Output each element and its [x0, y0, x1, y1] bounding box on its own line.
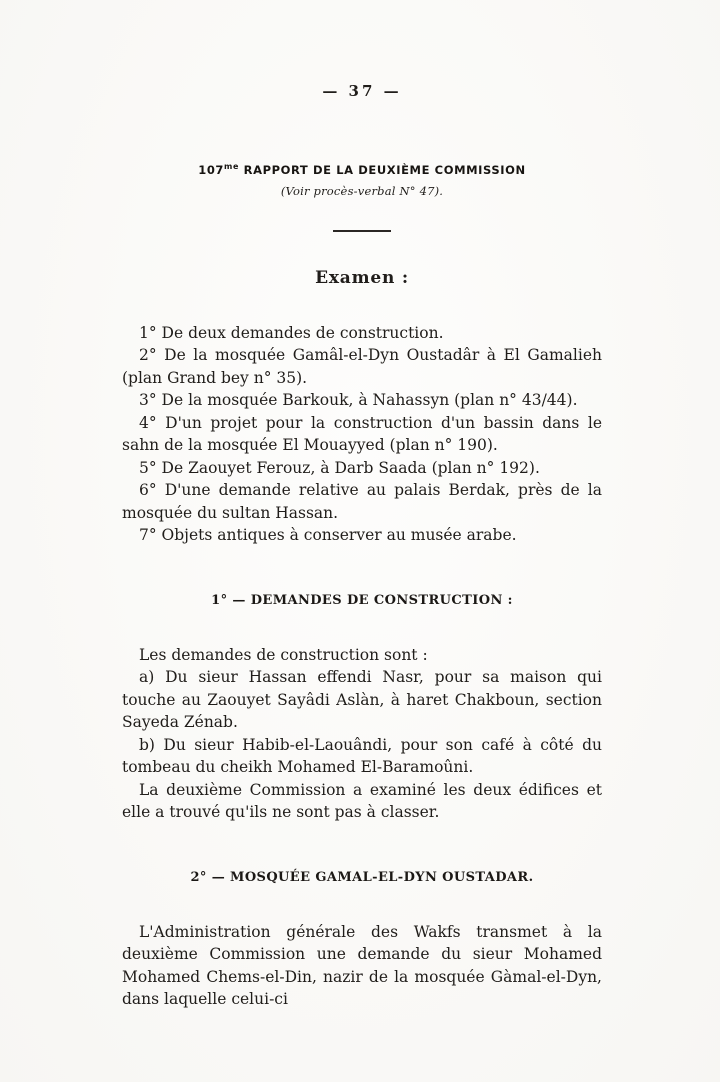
report-title-superscript: me	[224, 162, 239, 171]
section2-body	[122, 921, 602, 1011]
report-subtitle: (Voir procès-verbal N° 47).	[280, 183, 444, 198]
report-title-text: RAPPORT DE LA DEUXIÈME COMMISSION	[243, 162, 526, 177]
section2-heading: 2° — MOSQUÉE GAMAL-EL-DYN OUSTADAR.	[190, 869, 534, 885]
paragraph: Les demandes de construction sont :	[139, 645, 428, 664]
page-number: — 37 —	[322, 82, 402, 100]
list-item: 7° Objets antiques à conserver au musée arabe.	[139, 526, 517, 545]
examen-list	[122, 322, 602, 547]
separator-rule	[333, 230, 391, 232]
list-item: 2° De la mosquée Gamâl-el-Dyn Oustadâr à El Gamalieh (plan Grand bey n° 35).	[122, 346, 602, 387]
report-title	[122, 162, 602, 177]
report-title-number: 107	[198, 162, 225, 177]
paragraph: a) Du sieur Hassan effendi Nasr, pour sa maison qui touche au Zaouyet Sayâdi Aslàn, à haret Chakboun, section Sayeda Zénab.	[122, 668, 602, 732]
examen-heading: Examen :	[315, 267, 409, 288]
list-item: 1° De deux demandes de construction.	[139, 323, 444, 342]
list-item: 4° D'un projet pour la construction d'un bassin dans le sahn de la mosquée El Mouayyed (plan n° 190).	[122, 413, 602, 455]
list-item: 6° D'une demande relative au palais Berdak, près de la mosquée du sultan Hassan.	[122, 481, 602, 522]
paragraph: L'Administration générale des Wakfs transmet à la deuxième Commission une demande du sieur Mohamed Mohamed Chems-el-Din, nazir de la mosquée Gàmal-el-Dyn, dans laquelle celui-ci	[122, 922, 602, 1009]
paragraph: b) Du sieur Habib-el-Laouândi, pour son café à côté du tombeau du cheikh Mohamed El-Baramoûni.	[122, 735, 602, 777]
section1-body	[122, 644, 602, 824]
paragraph: La deuxième Commission a examiné les deux édifices et elle a trouvé qu'ils ne sont pas à classer.	[122, 780, 602, 822]
list-item: 3° De la mosquée Barkouk, à Nahassyn (plan n° 43/44).	[139, 391, 578, 410]
section1-heading: 1° — DEMANDES DE CONSTRUCTION :	[211, 592, 513, 608]
list-item: 5° De Zaouyet Ferouz, à Darb Saada (plan n° 192).	[139, 458, 540, 477]
